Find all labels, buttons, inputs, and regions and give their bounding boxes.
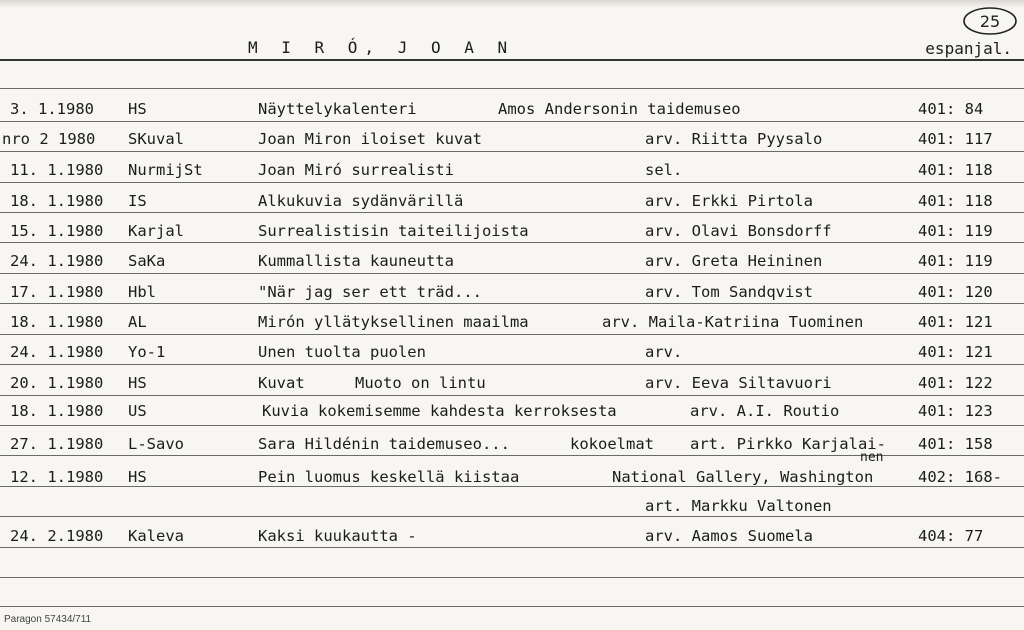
entry-source: NurmijSt <box>128 161 203 179</box>
entry-title: Joan Miron iloiset kuvat <box>258 130 482 148</box>
entry-title-extra: Amos Andersonin taidemuseo <box>498 100 741 118</box>
row-line <box>0 212 1024 213</box>
entry-date: 18. 1.1980 <box>10 313 104 331</box>
entry-ref: 401: 118 <box>918 192 993 210</box>
row-line <box>0 425 1024 426</box>
entry-ref: 401: 121 <box>918 343 993 361</box>
entry-title: Kuvia kokemisemme kahdesta kerroksesta <box>262 402 617 420</box>
header-rule-thin <box>0 88 1024 89</box>
printer-mark: Paragon 57434/711 <box>4 614 92 625</box>
entry-note-continuation: nen <box>860 450 884 465</box>
entry-source: SKuval <box>128 130 184 148</box>
entry-note: art. Pirkko Karjalai- <box>690 435 886 453</box>
entry-note: arv. Tom Sandqvist <box>645 283 813 301</box>
entry-ref: 401: 122 <box>918 374 993 392</box>
entry-note: arv. Maila-Katriina Tuominen <box>602 313 864 331</box>
entry-source: Hbl <box>128 283 156 301</box>
entry-ref: 401: 119 <box>918 222 993 240</box>
entry-note-second-line: art. Markku Valtonen <box>645 497 832 515</box>
entry-source: AL <box>128 313 147 331</box>
entry-source: Yo-1 <box>128 343 166 361</box>
entry-ref: 401: 118 <box>918 161 993 179</box>
card-title: M I R Ó, J O A N <box>248 38 515 57</box>
entry-note: sel. <box>645 161 683 179</box>
entry-note: arv. Olavi Bonsdorff <box>645 222 832 240</box>
row-line <box>0 273 1024 274</box>
row-line <box>0 364 1024 365</box>
svg-text:25: 25 <box>979 12 1001 31</box>
entry-ref: 401: 123 <box>918 402 993 420</box>
entry-date: 24. 1.1980 <box>10 343 104 361</box>
entry-title: Näyttelykalenteri <box>258 100 417 118</box>
entry-ref: 401: 121 <box>918 313 993 331</box>
entry-date: 24. 2.1980 <box>10 527 104 545</box>
entry-note: arv. <box>645 343 683 361</box>
entry-title: Sara Hildénin taidemuseo... <box>258 435 510 453</box>
row-line <box>0 242 1024 243</box>
nationality-label: espanjal. <box>925 39 1012 58</box>
entry-date: 17. 1.1980 <box>10 283 104 301</box>
entry-date: 11. 1.1980 <box>10 161 104 179</box>
entry-source: HS <box>128 374 147 392</box>
entry-ref: 401: 158 <box>918 435 993 453</box>
entry-date: 18. 1.1980 <box>10 192 104 210</box>
header-rule <box>0 59 1024 61</box>
row-line <box>0 121 1024 122</box>
entry-title: "När jag ser ett träd... <box>258 283 482 301</box>
entry-title: Surrealistisin taiteilijoista <box>258 222 529 240</box>
entry-ref: 404: 77 <box>918 527 984 545</box>
entry-note: arv. Eeva Siltavuori <box>645 374 832 392</box>
row-line <box>0 606 1024 607</box>
entry-source: Karjal <box>128 222 184 240</box>
entry-title: Kuvat <box>258 374 305 392</box>
entry-title: Mirón yllätyksellinen maailma <box>258 313 529 331</box>
entry-note: arv. Riitta Pyysalo <box>645 130 823 148</box>
entry-ref: 401: 117 <box>918 130 993 148</box>
row-line <box>0 577 1024 578</box>
entry-ref: 402: 168- <box>918 468 1002 486</box>
entry-note: arv. Aamos Suomela <box>645 527 813 545</box>
entry-source: IS <box>128 192 147 210</box>
entry-note: arv. Erkki Pirtola <box>645 192 813 210</box>
entry-title: Kaksi kuukautta - <box>258 527 417 545</box>
entry-source: HS <box>128 468 147 486</box>
entry-date: 20. 1.1980 <box>10 374 104 392</box>
handwritten-sequence-number <box>962 6 1018 36</box>
entry-title: Kummallista kauneutta <box>258 252 454 270</box>
entry-date: 24. 1.1980 <box>10 252 104 270</box>
entry-title: Unen tuolta puolen <box>258 343 426 361</box>
entry-ref: 401: 120 <box>918 283 993 301</box>
row-line <box>0 516 1024 517</box>
entry-date: 12. 1.1980 <box>10 468 104 486</box>
entry-title: Alkukuvia sydänvärillä <box>258 192 464 210</box>
entry-date: 27. 1.1980 <box>10 435 104 453</box>
card-top-edge <box>0 0 1024 8</box>
entry-note: National Gallery, Washington <box>612 468 874 486</box>
entry-title-extra: kokoelmat <box>570 435 654 453</box>
entry-source: US <box>128 402 147 420</box>
entry-title-extra: Muoto on lintu <box>355 374 486 392</box>
row-line <box>0 151 1024 152</box>
row-line <box>0 303 1024 304</box>
entry-title: Pein luomus keskellä kiistaa <box>258 468 520 486</box>
entry-source: Kaleva <box>128 527 184 545</box>
entry-note: arv. A.I. Routio <box>690 402 840 420</box>
entry-date: 3. 1.1980 <box>10 100 94 118</box>
entry-source: L-Savo <box>128 435 184 453</box>
entry-date: 18. 1.1980 <box>10 402 104 420</box>
entry-ref: 401: 119 <box>918 252 993 270</box>
entry-date: 15. 1.1980 <box>10 222 104 240</box>
entry-source: SaKa <box>128 252 166 270</box>
row-line <box>0 486 1024 487</box>
entry-ref: 401: 84 <box>918 100 984 118</box>
row-line <box>0 547 1024 548</box>
row-line <box>0 395 1024 396</box>
entry-note: arv. Greta Heininen <box>645 252 823 270</box>
row-line <box>0 182 1024 183</box>
entry-date: nro 2 1980 <box>2 130 96 148</box>
entry-source: HS <box>128 100 147 118</box>
row-line <box>0 334 1024 335</box>
entry-title: Joan Miró surrealisti <box>258 161 454 179</box>
